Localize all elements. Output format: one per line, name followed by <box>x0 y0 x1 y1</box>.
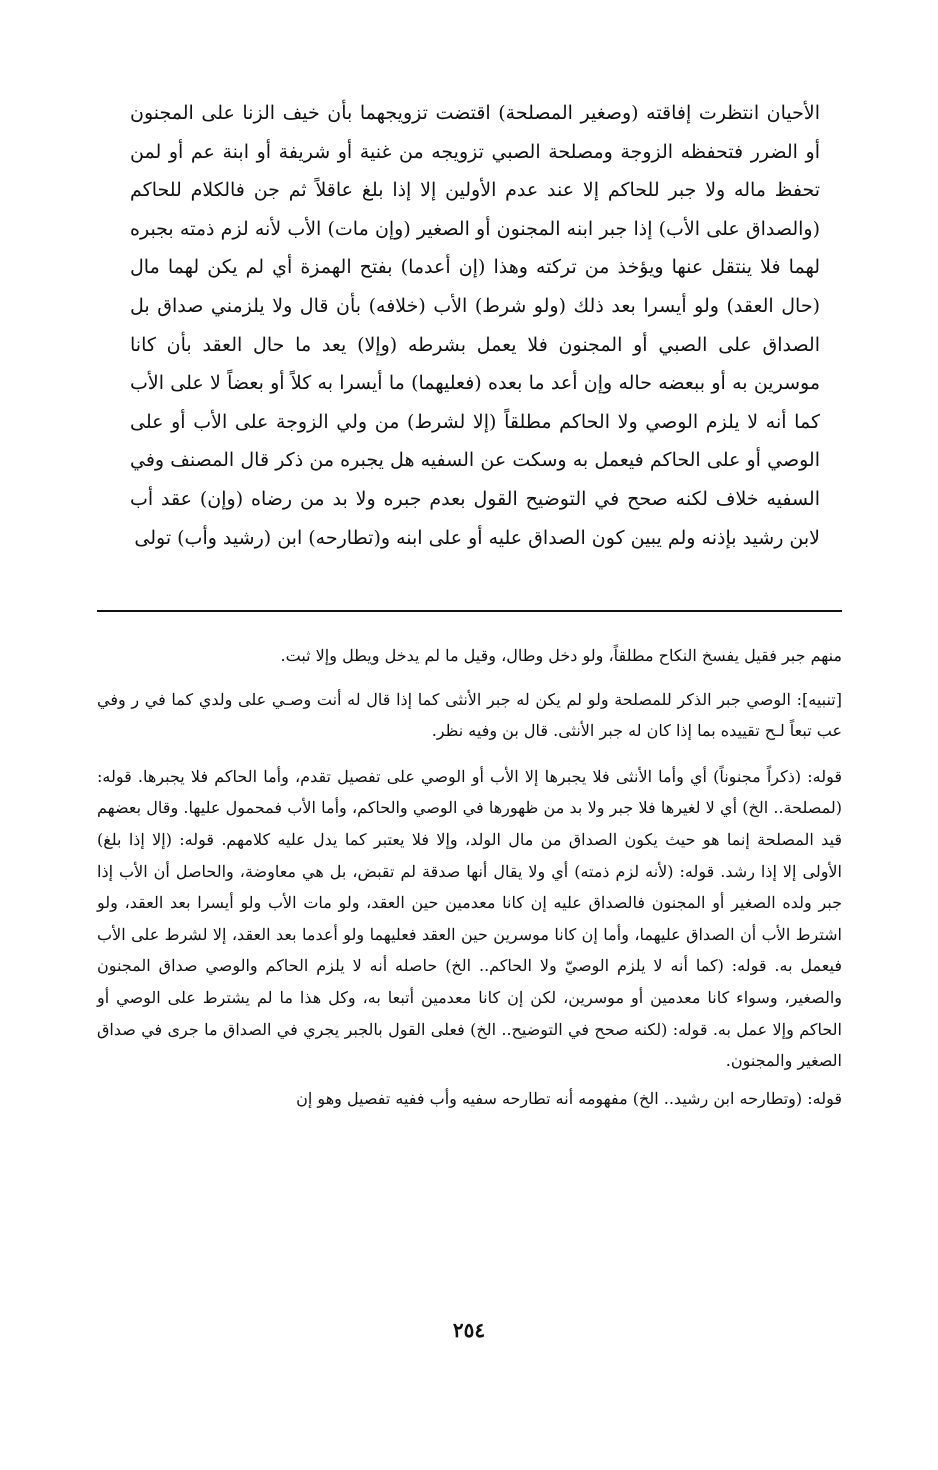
footnote-divider <box>97 610 842 612</box>
footnotes <box>97 640 842 1114</box>
main-text: الأحيان انتظرت إفاقته (وصغير المصلحة) اقتضت تزويجهما بأن خيف الزنا على المجنون أو الضرر فتحفظه الزوجة ومصلحة الصبي تزويجه من غنية أو شريفة أو ابنة عم أو لمن تحفظ ماله ولا جبر للحاكم إلا عند عدم الأولين إلا إذا بلغ عاقلاً ثم جن فالكلام للحاكم (والصداق على الأب) إذا جبر ابنه المجنون أو الصغير (وإن مات) الأب لأنه لزم ذمته بجبره لهما فلا ينتقل عنها ويؤخذ من تركته وهذا (إن أعدما) بفتح الهمزة أي لم يكن لهما مال (حال العقد) ولو أيسرا بعد ذلك (ولو شرط) الأب (خلافه) بأن قال ولا يلزمني صداق بل الصداق على الصبي أو المجنون فلا يعمل بشرطه (وإلا) يعد ما حال العقد بأن كانا موسرين به أو ببعضه حاله وإن أعد ما بعده (فعليهما) ما أيسرا به كلاً أو بعضاً لا على الأب كما أنه لا يلزم الوصي ولا الحاكم مطلقاً (إلا لشرط) من ولي الزوجة على الأب أو على الوصي أو على الحاكم فيعمل به وسكت عن السفيه هل يجبره من ذكر قال المصنف وفي السفيه خلاف لكنه صحح في التوضيح القول بعدم جبره ولا بد من رضاه (وإن) عقد أب لابن رشيد بإذنه ولم يبين كون الصداق عليه أو على ابنه و(تطارحه) ابن (رشيد وأب) تولى <box>130 102 820 549</box>
footnote-paragraph: [تنبيه]: الوصي جبر الذكر للمصلحة ولو لم يكن له جبر الأنثى كما إذا قال له أنت وصـي على ولدي كما في ر وفي عب تبعاً لـح تقييده بما إذا كان له جبر الأنثى. قال بن وفيه نظر. <box>97 689 842 741</box>
footnote-paragraph: منهم جبر فقيل يفسخ النكاح مطلقاً، ولو دخل وطال، وقيل ما لم يدخل ويطل وإلا ثبت. <box>280 646 842 665</box>
page-number: ٢٥٤ <box>452 1318 486 1342</box>
footnote-paragraph: قوله: (ذكراً مجنوناً) أي وأما الأنثى فلا يجبرها إلا الأب أو الوصي على تفصيل تقدم، وأما الحاكم فلا يجبرها. قوله: (لمصلحة.. الخ) أي لا لغيرها فلا جبر ولا بد من ظهورها في الوصي والحاكم، وأما الأب فمحمول عليها. وقال بعضهم قيد المصلحة إنما هو حيث يكون الصداق من مال الولد، وإلا فلا يعتبر كما يدل عليه كلامهم. قوله: (إلا إذا بلغ) الأولى إلا إذا رشد. قوله: (لأنه لزم ذمته) أي ولا يقال أنها صدقة لم تقبض، بل هي معاوضة، والحاصل أن الأب إذا جبر ولده الصغير أو المجنون فالصداق عليه إن كانا معدمين حين العقد، ولو مات الأب ولو أيسرا بعد العقد، ولو اشترط الأب أن الصداق عليهما، وأما إن كانا موسرين حين العقد فعليهما ولو أعدما بعد العقد، إلا لشرط على الأب فيعمل به. قوله: (كما أنه لا يلزم الوصيّ ولا الحاكم.. الخ) حاصله أنه لا يلزم الحاكم والوصي صداق المجنون والصغير، وسواء كانا معدمين أو موسرين، لكن إن كانا معدمين أتبعا به، وكل هذا ما لم يشترط على الوصي أو الحاكم وإلا عمل به. قوله: (لكنه صحح في التوضيح.. الخ) فعلى القول بالجبر يجري في الصداق ما جرى في صداق الصغير والمجنون. <box>97 766 843 1071</box>
footnote-paragraph: قوله: (وتطارحه ابن رشيد.. الخ) مفهومه أنه تطارحه سفيه وأب ففيه تفصيل وهو إن <box>296 1088 842 1108</box>
